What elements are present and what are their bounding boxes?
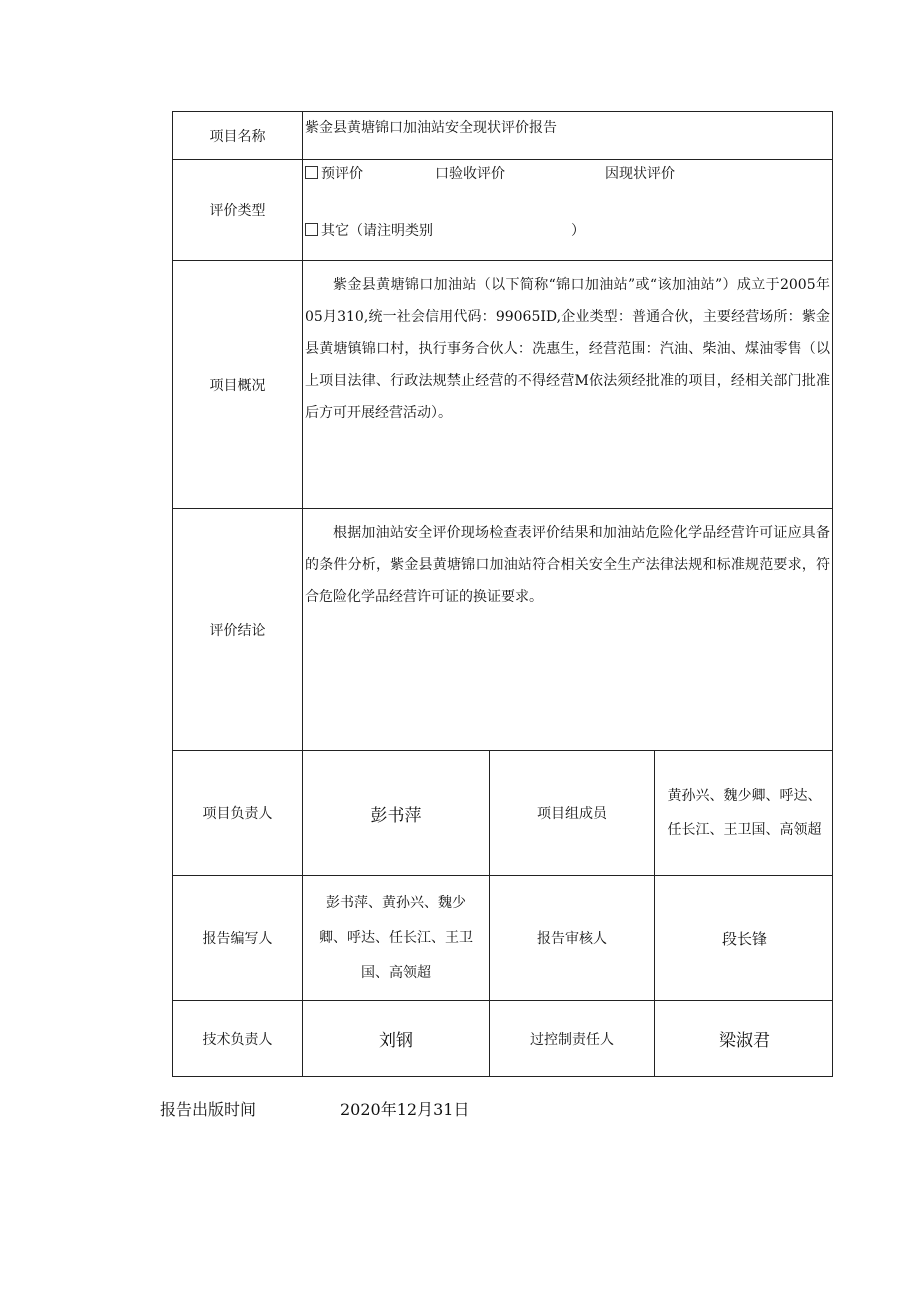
option-status-eval: 因现状评价 [605,166,675,182]
eval-type-label: 评价类型 [173,160,303,260]
eval-type-row [173,160,832,261]
conclusion-row [173,509,832,751]
process-name: 梁淑君 [719,1031,770,1051]
project-name-label: 项目名称 [173,112,303,159]
reviewer-name: 段长锋 [721,929,767,948]
eval-type-options [303,160,834,260]
conclusion-label: 评价结论 [173,509,303,750]
overview-row [173,261,832,509]
option-pre-eval [305,163,363,183]
writer-line-3: 国、高领超 [361,964,431,981]
option-acceptance-eval: 口验收评价 [435,166,505,182]
option-other-close: ） [571,223,585,239]
writer-names [303,876,490,1000]
members-names [655,751,834,875]
checkbox-icon [305,223,318,236]
writer-line-1: 彭书萍、黄孙兴、魏少 [326,894,466,911]
publish-date-value: 2020年12月31日 [340,1100,470,1119]
members-label: 项目组成员 [490,751,655,875]
reviewer-label: 报告审核人 [490,876,655,1000]
leader-name: 彭书萍 [303,751,490,875]
option-pre-eval-label: 预评价 [321,166,363,182]
option-other-label: 其它（请注明类别 [321,223,433,239]
project-name-value: 紫金县黄塘锦口加油站安全现状评价报告 [305,120,557,136]
team-row [173,751,832,876]
option-other [305,220,433,240]
leader-label: 项目负责人 [173,751,303,875]
checkbox-icon [305,166,318,179]
members-line-2: 任长江、王卫国、高领超 [667,822,822,838]
tech-label: 技术负责人 [173,1001,303,1076]
project-name-row [173,112,832,160]
tech-name: 刘钢 [303,1001,490,1076]
publish-date-label: 报告出版时间 [160,1100,257,1119]
overview-text: 紫金县黄塘锦口加油站（以下简称“锦口加油站”或“该加油站”）成立于2005年05月310,统一社会信用代码：99065ID,企业类型：普通合伙，主要经营场所：紫金县黄塘镇锦口村，执行事务合伙人：冼惠生，经营范围：汽油、柴油、煤油零售（以上项目法律、行政法规禁止经营的不得经营M依法须经批准的项目，经相关部门批准后方可开展经营活动）。 [305,277,830,421]
conclusion-text: 根据加油站安全评价现场检查表评价结果和加油站危险化学品经营许可证应具备的条件分析，紫金县黄塘锦口加油站符合相关安全生产法律法规和标准规范要求，符合危险化学品经营许可证的换证要求。 [305,525,830,605]
report-row [173,876,832,1001]
members-line-1: 黄孙兴、魏少卿、呼达、 [667,788,822,804]
process-label: 过控制责任人 [490,1001,655,1076]
writer-line-2: 卿、呼达、任长江、王卫 [319,929,473,946]
overview-label: 项目概况 [173,261,303,508]
writer-label: 报告编写人 [173,876,303,1000]
tech-row [173,1001,832,1076]
report-cover-table [172,111,833,1077]
publish-date-line [160,1097,470,1120]
